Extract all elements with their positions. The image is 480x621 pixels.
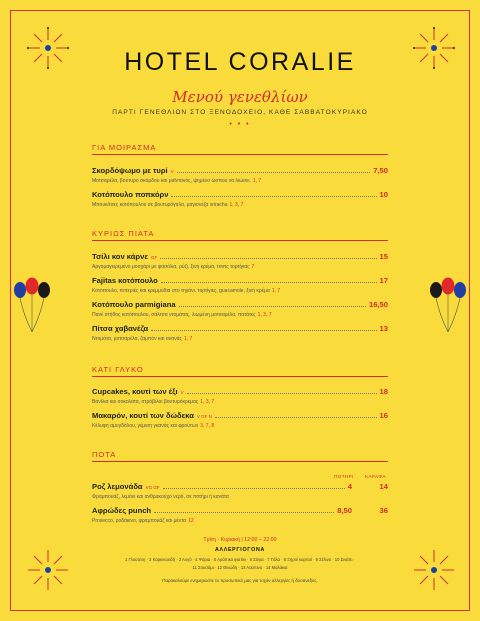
item-allergens: 12 [188, 518, 194, 524]
item-desc: Κέλυφη αμυγδάλου, γέμιση γκανάς και φρούτων [92, 423, 199, 429]
section-title: ΓΙΑ ΜΟΙΡΑΣΜΑ [92, 143, 157, 152]
allergy-note: Παρακαλούμε ενημερώστε το προσωπικό μας για τυχόν αλλεργίες ή δυσανεξίες. [162, 578, 318, 583]
dot-leader [161, 282, 377, 283]
hotel-title: HOTEL CORALIE [124, 48, 356, 76]
item-name: Αφρώδες punch [92, 506, 152, 515]
section-sharing-header [92, 143, 388, 155]
opening-hours: Τρίτη - Κυριακή | 12:00 – 22:00 [203, 537, 277, 543]
item-price: 16 [379, 411, 388, 420]
section-title: ΚΥΡΙΩΣ ΠΙΑΤΑ [92, 229, 155, 238]
section-divider [92, 240, 388, 241]
item-name: Σκορδόψωμο με τυρί [92, 166, 168, 175]
item-name: Κοτόπουλο parmigiana [92, 300, 176, 309]
item-tags: V GF N [196, 414, 212, 419]
item-name: Cupcakes, κουτί των έξι [92, 387, 178, 396]
item-allergens: 1, 7 [271, 288, 281, 294]
item-name: Ροζ λεμονάδα [92, 482, 143, 491]
item-price: 16,50 [368, 300, 388, 309]
item-allergens: 1, 7 [183, 336, 193, 342]
item-price: 15 [379, 252, 388, 261]
menu-item [92, 324, 388, 342]
item-allergens: 3, 7, 8 [200, 423, 215, 429]
dot-leader [154, 512, 334, 513]
item-desc: Πανέ στήθος κοτόπουλου, σάλτσα ντομάτας, λιωμένη μοτσαρέλα, πατάτες [92, 312, 256, 318]
dot-leader [187, 393, 377, 394]
item-name: Τσίλι κον κάρνε [92, 252, 148, 261]
drink-item [92, 482, 388, 500]
item-tags: GF [150, 255, 158, 260]
menu-item [92, 166, 388, 184]
section-title: ΠΟΤΑ [92, 450, 117, 459]
dot-leader [177, 172, 371, 173]
section-divider [92, 154, 388, 155]
menu-item [92, 190, 388, 208]
menu-item [92, 387, 388, 405]
item-price: 10 [379, 190, 388, 199]
menu-item [92, 300, 388, 318]
item-name: Μακαρόν, κουτί των δώδεκα [92, 411, 194, 420]
allergens-list [60, 556, 420, 572]
column-carafe: ΚΑΡΑΦΑ [365, 474, 386, 479]
item-allergens: 1, 7 [252, 178, 262, 184]
item-allergens: 1, 3, 7 [257, 312, 272, 318]
item-price: 18 [379, 387, 388, 396]
carafe-price: 14 [379, 482, 388, 491]
item-allergens: 7 [251, 264, 255, 270]
item-desc: Ντομάτα, μοτσαρέλα, ζαμπόν και ανανάς [92, 336, 182, 342]
item-desc: Βανίλια και σοκολάτα, στρόβιλοι βουτυρόκρεμας [92, 399, 199, 405]
menu-subtitle: Μενού γενεθλίων [172, 88, 308, 106]
column-glass: ΠΟΤΗΡΙ [334, 474, 354, 479]
glass-price: 8,50 [337, 506, 352, 515]
section-title: ΚΑΤΙ ΓΛΥΚΟ [92, 365, 144, 374]
item-allergens: 1, 3, 7 [229, 202, 244, 208]
dot-leader [163, 488, 345, 489]
glass-price: 4 [347, 482, 352, 491]
menu-item [92, 252, 388, 270]
section-divider [92, 376, 388, 377]
item-name: Κοτόπουλο ποπκόρν [92, 190, 169, 199]
item-tags: V [180, 390, 184, 395]
dot-leader [171, 196, 376, 197]
drink-item [92, 506, 388, 524]
item-price: 7,50 [373, 166, 388, 175]
dot-leader [160, 258, 376, 259]
item-price: 13 [379, 324, 388, 333]
menu-item [92, 276, 388, 294]
dot-leader [179, 306, 366, 307]
item-desc: Μοτσαρέλα, βούτυρο σκόρδου και μαϊντανός, ψημένο ώσπου να λιώσει. [92, 178, 251, 184]
item-desc: Αργομαγειρεμένο μοσχάρι με φασόλια, ρύζι, ξινή κρέμα, τσιπς τορτίγιας [92, 264, 250, 270]
item-name: Πίτσα χαβανέζα [92, 324, 149, 333]
item-tags: VG GF [145, 485, 160, 490]
balloons-icon [428, 276, 468, 338]
section-dessert-header [92, 365, 388, 377]
item-desc: Prosecco, ροδάκινο, φραμπουάζ και μέντα [92, 518, 187, 524]
item-price: 17 [379, 276, 388, 285]
item-tags: V [170, 169, 174, 174]
carafe-price: 36 [379, 506, 388, 515]
item-desc: Κοτόπουλο, πιπεριές και κρεμμύδια στο τηγάνι, τορτίγιες, guacamole, ξινή κρέμα [92, 288, 270, 294]
section-mains-header [92, 229, 388, 241]
menu-item [92, 411, 388, 429]
dot-leader [151, 330, 376, 331]
item-allergens: 1, 3, 7 [200, 399, 215, 405]
item-desc: Μπουκίτσες κοτόπουλου σε βουτυρόγαλα, μαγιονέζα sriracha [92, 202, 228, 208]
dot-leader [215, 417, 377, 418]
allergens-title: ΑΛΛΕΡΓΙΟΓΟΝΑ [214, 547, 266, 553]
item-desc: Φραμπουάζ, λεμόνι και ανθρακούχο νερό, σε ποτήρι ή κανάτα [92, 494, 229, 500]
item-name: Fajitas κοτόπουλο [92, 276, 158, 285]
allergens-line: 1 Γλουτένη · 2 Καρκινοειδή · 3 Αυγό · 4 Ψάρια · 5 Αράπικο φιστίκι · 6 Σόγια · 7 Γάλα · 8 Ξηροί καρποί · 9 Σέλινο · 10 Σινάπι · [124, 557, 355, 562]
tagline: ΠΑΡΤΙ ΓΕΝΕΘΛΙΩΝ ΣΤΟ ΞΕΝΟΔΟΧΕΙΟ, ΚΑΘΕ ΣΑΒΒΑΤΟΚΥΡΙΑΚΟ [112, 109, 368, 116]
section-drinks-header [92, 450, 388, 462]
balloons-icon [12, 276, 52, 338]
ornament: • • • [229, 121, 251, 128]
allergens-line: 11 Σουσάμι · 12 Θειώδη · 13 Λούπινο · 14 Μαλάκια [192, 565, 288, 570]
section-divider [92, 461, 388, 462]
